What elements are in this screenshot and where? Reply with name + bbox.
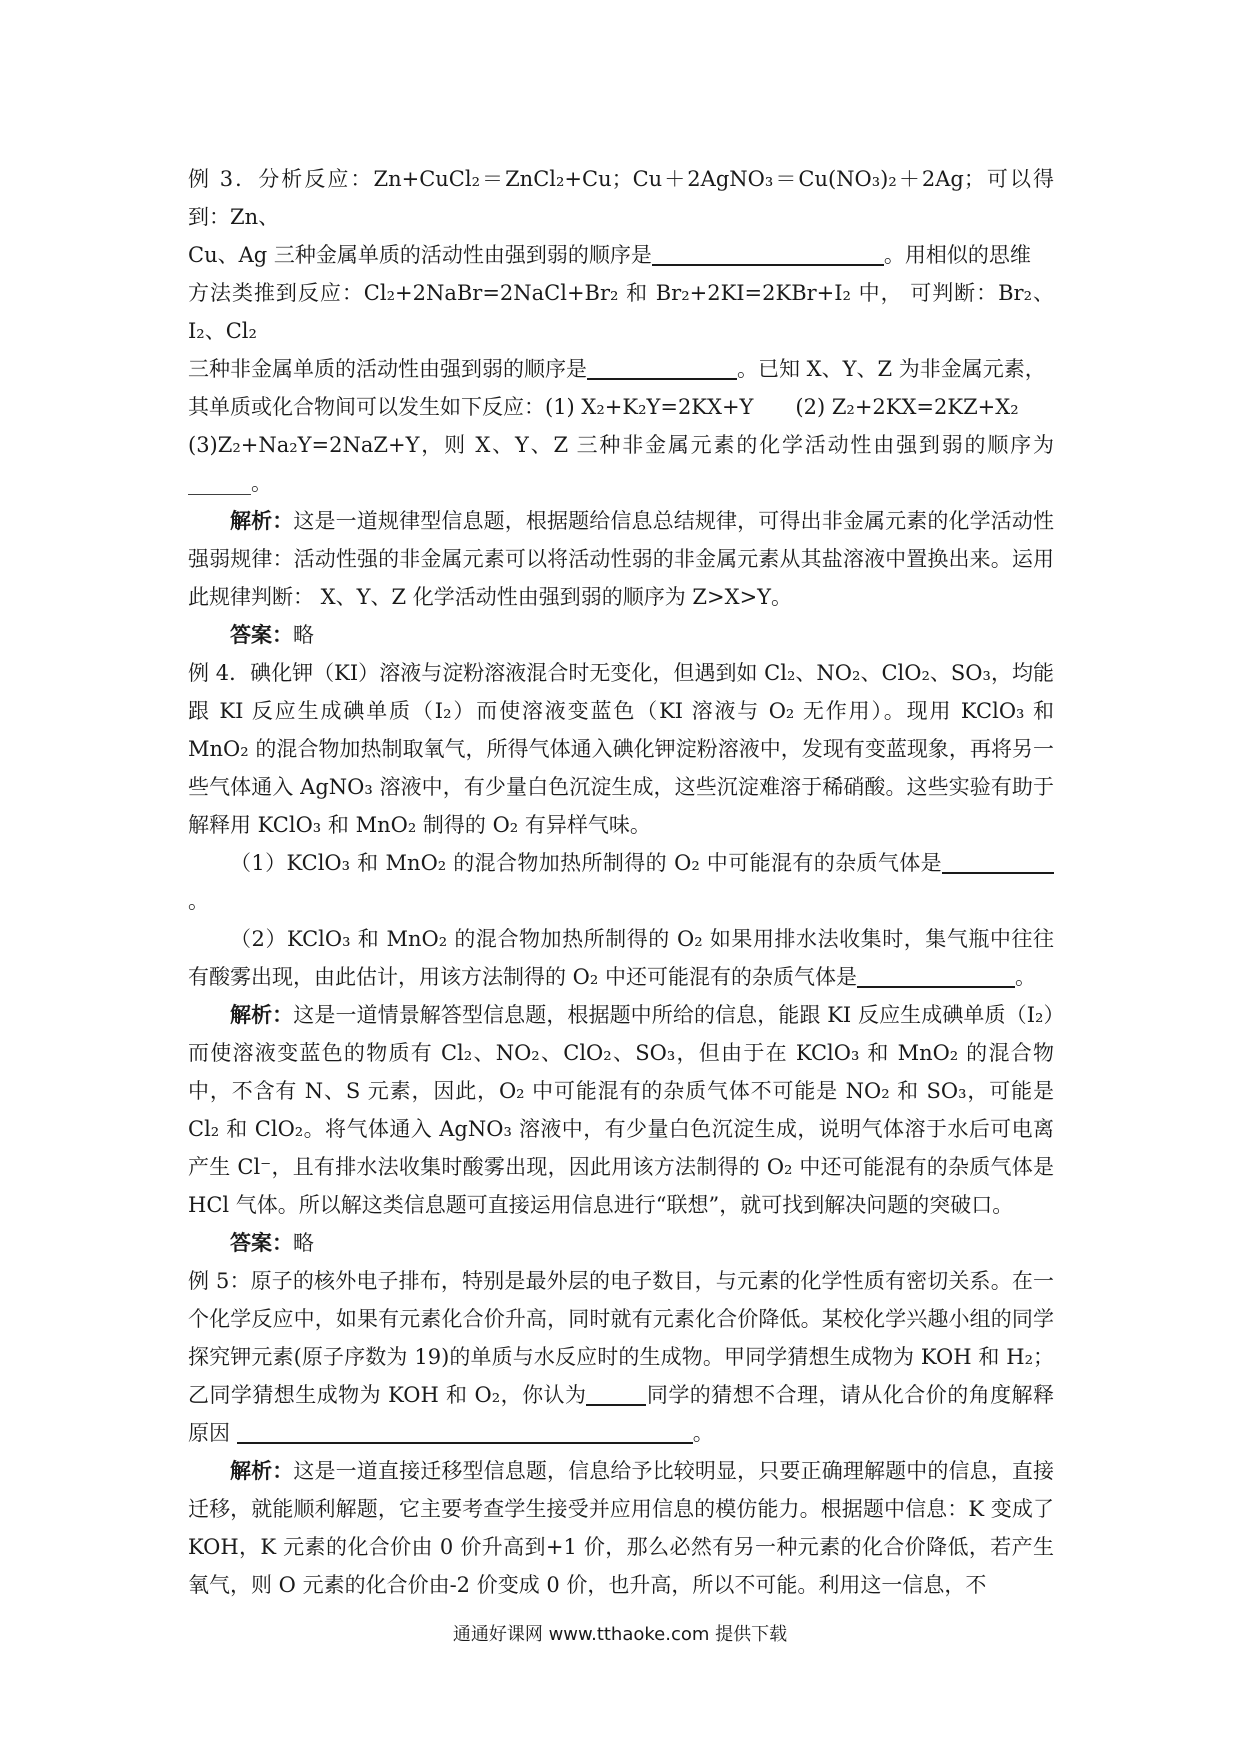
ex4-q1-end: 。	[188, 889, 209, 913]
answer-blank[interactable]	[857, 964, 1015, 988]
ex3-line-1	[188, 160, 1054, 236]
answer-blank[interactable]	[587, 356, 737, 380]
ex4-q2-text: （2）KClO₃ 和 MnO₂ 的混合物加热所制得的 O₂ 如果用排水法收集时，集气瓶中往往有酸雾出现，由此估计，用该方法制得的 O₂ 中还可能混有的杂质气体是	[188, 927, 1054, 989]
ex3-text: 其单质或化合物间可以发生如下反应：(1) X₂+K₂Y=2KX+Y (2) Z₂+2KX=2KZ+X₂	[188, 395, 1019, 419]
ex5-text: 同学的猜想不合理，请从化合价的角度解释原因	[188, 1383, 1054, 1445]
ex3-text: 例 3．分析反应：Zn+CuCl₂＝ZnCl₂+Cu；Cu＋2AgNO₃＝Cu(NO₃)₂＋2Ag；可以得到：Zn、	[188, 167, 1054, 229]
answer-text: 略	[293, 623, 314, 647]
analysis-text: 这是一道直接迁移型信息题，信息给予比较明显，只要正确理解题中的信息，直接迁移，就能顺利解题，它主要考查学生接受并应用信息的模仿能力。根据题中信息：K 变成了 KOH，K 元素的化合价由 0 价升高到+1 价，那么必然有另一种元素的化合价降低，若产生氧气，则 O 元素的化合价由-2 价变成 0 价，也升高，所以不可能。利用这一信息，不	[188, 1459, 1055, 1597]
ex3-line-2	[188, 236, 1054, 274]
ex3-answer	[188, 616, 1054, 654]
ex4-q2-end: 。	[1014, 965, 1036, 989]
analysis-text: 这是一道规律型信息题，根据题给信息总结规律，可得出非金属元素的化学活动性强弱规律：活动性强的非金属元素可以将活动性弱的非金属元素从其盐溶液中置换出来。运用此规律判断： X、Y、Z 化学活动性由强到弱的顺序为 Z>X>Y。	[188, 509, 1055, 609]
ex5-end: 。	[692, 1421, 714, 1445]
answer-blank[interactable]	[942, 850, 1054, 874]
ex4-question	[188, 654, 1054, 844]
ex5-question	[188, 1262, 1054, 1452]
ex3-line-4	[188, 350, 1054, 388]
ex4-answer	[188, 1224, 1054, 1262]
document-body	[188, 160, 1054, 1604]
analysis-text: 这是一道情景解答型信息题，根据题中所给的信息，能跟 KI 反应生成碘单质（I₂）而使溶液变蓝色的物质有 Cl₂、NO₂、ClO₂、SO₃，但由于在 KClO₃ 和 MnO₂ 的混合物中，不含有 N、S 元素，因此，O₂ 中可能混有的杂质气体不可能是 NO₂ 和 SO₃，可能是 Cl₂ 和 ClO₂。将气体通入 AgNO₃ 溶液中，有少量白色沉淀生成，说明气体溶于水后可电离产生 Cl⁻，且有排水法收集时酸雾出现，因此用该方法制得的 O₂ 中还可能混有的杂质气体是 HCl 气体。所以解这类信息题可直接运用信息进行“联想”，就可找到解决问题的突破口。	[188, 1003, 1054, 1217]
answer-label: 答案：	[230, 622, 293, 647]
ex3-line-6	[188, 426, 1054, 502]
answer-text: 略	[293, 1231, 314, 1255]
answer-blank[interactable]	[652, 242, 884, 266]
ex3-text: (3)Z₂+Na₂Y=2NaZ+Y，则 X、Y、Z 三种非金属元素的化学活动性由强到弱的顺序为______。	[188, 433, 1054, 495]
ex3-text: 三种非金属单质的活动性由强到弱的顺序是	[188, 357, 587, 381]
answer-label: 答案：	[230, 1230, 293, 1255]
ex3-text: Cu、Ag 三种金属单质的活动性由强到弱的顺序是	[188, 243, 652, 267]
ex4-q1	[188, 844, 1054, 920]
page-footer: 通通好课网 www.tthaoke.com 提供下载	[452, 1624, 788, 1645]
ex5-analysis	[188, 1452, 1054, 1604]
ex3-line-3	[188, 274, 1054, 350]
ex4-q2	[188, 920, 1054, 996]
ex5-text: 例 5：原子的核外电子排布，特别是最外层的电子数目，与元素的化学性质有密切关系。在一个化学反应中，如果有元素化合价升高，同时就有元素化合价降低。某校化学兴趣小组的同学探究钾元素(原子序数为 19)的单质与水反应时的生成物。甲同学猜想生成物为 KOH 和 H₂；乙同学猜想生成物为 KOH 和 O₂，你认为	[188, 1269, 1054, 1407]
analysis-label: 解析：	[230, 1458, 294, 1483]
ex3-text: 方法类推到反应：Cl₂+2NaBr=2NaCl+Br₂ 和 Br₂+2KI=2KBr+I₂ 中， 可判断：Br₂、I₂、Cl₂	[188, 281, 1054, 343]
ex4-analysis	[188, 996, 1054, 1224]
answer-blank[interactable]	[586, 1382, 646, 1406]
ex3-text: 。已知 X、Y、Z 为非金属元素，	[737, 357, 1046, 381]
ex3-text: 。用相似的思维	[883, 243, 1031, 267]
ex4-q1-text: （1）KClO₃ 和 MnO₂ 的混合物加热所制得的 O₂ 中可能混有的杂质气体是	[230, 851, 942, 875]
analysis-label: 解析：	[230, 1002, 294, 1027]
ex3-analysis	[188, 502, 1054, 616]
ex3-line-5	[188, 388, 1054, 426]
analysis-label: 解析：	[230, 508, 294, 533]
ex4-text: 例 4．碘化钾（KI）溶液与淀粉溶液混合时无变化，但遇到如 Cl₂、NO₂、ClO₂、SO₃，均能跟 KI 反应生成碘单质（I₂）而使溶液变蓝色（KI 溶液与 O₂ 无作用）。现用 KClO₃ 和 MnO₂ 的混合物加热制取氧气，所得气体通入碘化钾淀粉溶液中，发现有变蓝现象，再将另一些气体通入 AgNO₃ 溶液中，有少量白色沉淀生成，这些沉淀难溶于稀硝酸。这些实验有助于解释用 KClO₃ 和 MnO₂ 制得的 O₂ 有异样气味。	[188, 661, 1054, 837]
answer-blank[interactable]	[237, 1420, 693, 1444]
